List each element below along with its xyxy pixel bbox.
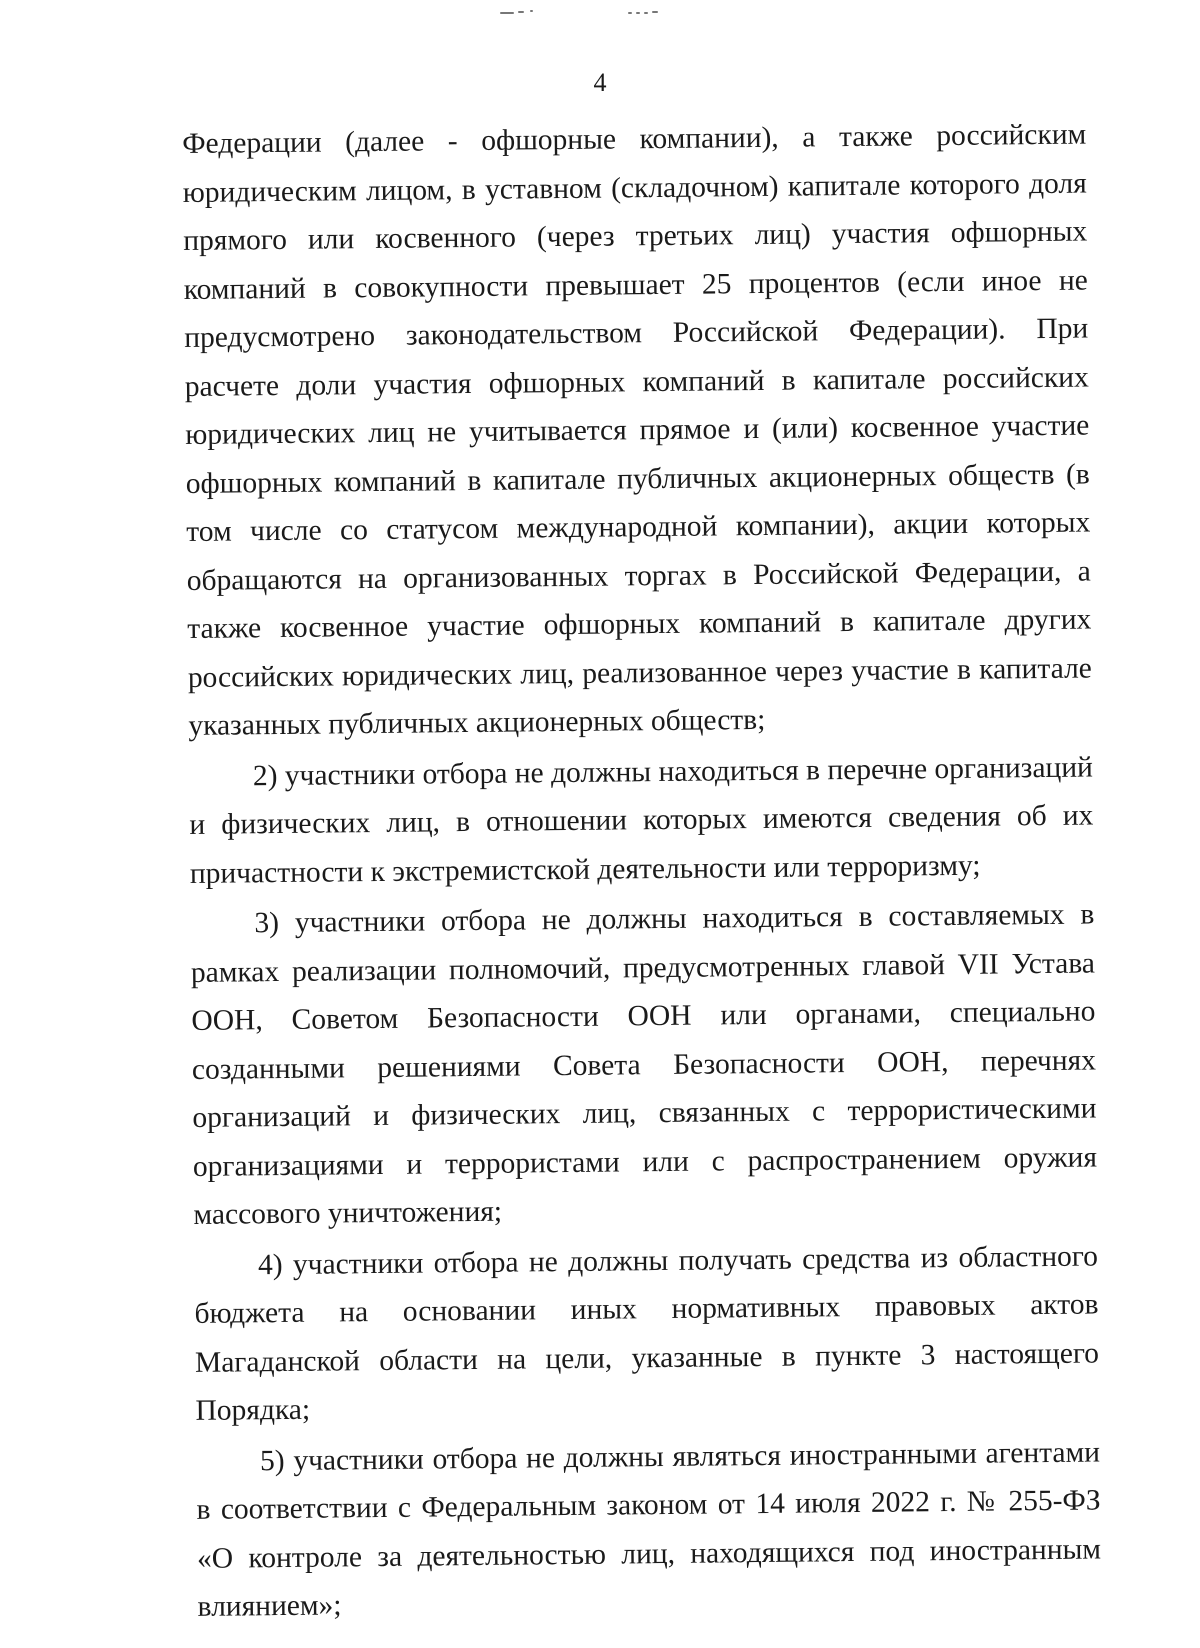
scan-artifact (500, 4, 700, 18)
paragraph-offshore-continuation: Федерации (далее - офшорные компании), а также российским юридическим лицом, в уставном (складочном) капитале которого доля прямого или косвенного (через третьих лиц) участия офшорных компаний в совокупности превышает 25 процентов (если иное не предусмотрено законодательством Российской Федерации). При расчете доли участия офшорных компаний в капитале российских юридических лиц не учитывается прямое и (или) косвенное участие офшорных компаний в капитале публичных акционерных обществ (в том числе со статусом международной компании), акции которых обращаются на организованных торгах в Российской Федерации, а также косвенное участие офшорных компаний в капитале других российских юридических лиц, реализованное через участие в капитале указанных публичных акционерных обществ; (182, 118, 1092, 742)
paragraph-item-3: 3) участники отбора не должны находиться в составляемых в рамках реализации полномочий, предусмотренных главой VII Устава ООН, Советом Безопасности ООН или органами, специально созданными решениями Совета Безопасности ООН, перечнях организаций и физических лиц, связанных с террористическими организациями и террористами или с распространением оружия массового уничтожения; (190, 898, 1098, 1231)
paragraph-item-2: 2) участники отбора не должны находиться в перечне организаций и физических лиц, в отношении которых имеются сведения об их причастности к экстремистской деятельности или терроризму; (189, 750, 1094, 890)
paragraph-item-5: 5) участники отбора не должны являться иностранными агентами в соответствии с Федеральным законом от 14 июля 2022 г. № 255-ФЗ «О контроле за деятельностью лиц, находящихся под иностранным влиянием»; (196, 1435, 1102, 1623)
document-body (182, 111, 1102, 1632)
page-number: 4 (593, 68, 607, 97)
paragraph-item-4: 4) участники отбора не должны получать средства из областного бюджета на основании иных нормативных правовых актов Магаданской области на цели, указанные в пункте 3 настоящего Порядка; (194, 1239, 1100, 1427)
